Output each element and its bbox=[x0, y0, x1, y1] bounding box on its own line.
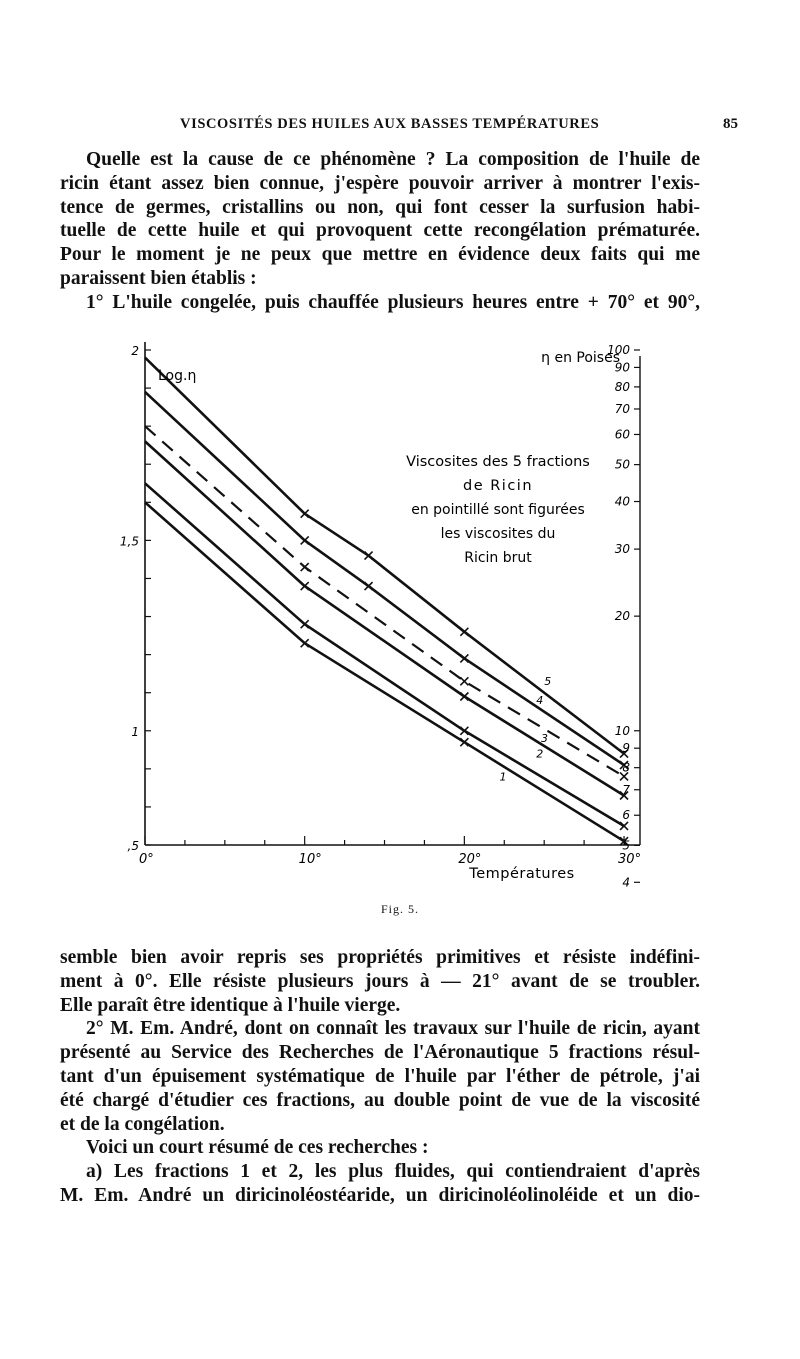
text-line: paraissent bien établis : bbox=[60, 267, 257, 289]
y-tick-label-right: 4 bbox=[622, 875, 630, 890]
y-tick-label-right: 60 bbox=[614, 427, 630, 442]
paragraph-before-figure bbox=[60, 148, 700, 315]
y-axis-left-label: Log.η bbox=[158, 368, 197, 384]
y-tick-label-right: 5 bbox=[622, 838, 630, 853]
y-tick-label-right: 6 bbox=[622, 808, 630, 823]
figure-caption: Fig. 5. bbox=[380, 902, 419, 916]
y-tick-label-right: 80 bbox=[614, 379, 630, 394]
series-line-fraction-4 bbox=[145, 392, 624, 765]
x-tick-label: 0° bbox=[139, 852, 154, 867]
series-label: 2 bbox=[536, 747, 544, 761]
text-line: Pour le moment je ne peux que mettre en évidence deux faits qui me bbox=[60, 244, 700, 266]
running-header bbox=[60, 112, 738, 138]
series-line-fraction-1 bbox=[145, 502, 624, 841]
annotation-line: Viscosites des 5 fractions bbox=[406, 454, 590, 470]
data-point-marker bbox=[460, 677, 468, 685]
data-point-marker bbox=[460, 693, 468, 701]
text-line: Voici un court résumé de ces recherches : bbox=[86, 1137, 429, 1159]
x-tick-label: 30° bbox=[618, 852, 642, 867]
data-point-marker bbox=[460, 654, 468, 662]
y-tick-label-left: 1 bbox=[131, 724, 139, 739]
viscosity-chart bbox=[110, 340, 650, 890]
series-label: 1 bbox=[499, 770, 507, 784]
data-point-marker bbox=[365, 552, 373, 560]
y-tick-label-right: 9 bbox=[622, 741, 630, 756]
text-line: ment à 0°. Elle résiste plusieurs jours à — 21° avant de se troubler. bbox=[60, 970, 700, 992]
y-tick-label-right: 7 bbox=[622, 782, 630, 797]
x-tick-label: 20° bbox=[458, 852, 482, 867]
text-line: M. Em. André un diricinoléostéaride, un diricinoléolinoléide et un dio- bbox=[60, 1184, 700, 1206]
annotation-line: de Ricin bbox=[462, 478, 534, 494]
y-tick-label-right: 70 bbox=[614, 401, 630, 416]
y-tick-label-right: 100 bbox=[607, 343, 630, 357]
running-title: VISCOSITÉS DES HUILES AUX BASSES TEMPÉRATURES bbox=[180, 116, 600, 132]
text-line: a) Les fractions 1 et 2, les plus fluides, qui contiendraient d'après bbox=[86, 1161, 700, 1183]
data-point-marker bbox=[620, 822, 628, 830]
y-tick-label-right: 10 bbox=[614, 723, 630, 738]
data-point-marker bbox=[301, 582, 309, 590]
text-line: 2° M. Em. André, dont on connaît les travaux sur l'huile de ricin, ayant bbox=[86, 1018, 700, 1040]
text-line: Quelle est la cause de ce phénomène ? La composition de l'huile de bbox=[86, 149, 700, 170]
page-number: 85 bbox=[723, 116, 738, 132]
y-tick-label-left: 2 bbox=[131, 344, 139, 358]
text-line: Elle paraît être identique à l'huile vierge. bbox=[60, 994, 401, 1016]
y-axis-right-label: η en Poises bbox=[541, 350, 620, 366]
y-tick-label-left: 1,5 bbox=[119, 534, 139, 549]
x-axis-label: Températures bbox=[469, 866, 575, 882]
series-label: 5 bbox=[544, 675, 552, 689]
figure-5 bbox=[110, 340, 650, 890]
y-tick-label-right: 90 bbox=[614, 360, 630, 375]
series-line-fraction-3 bbox=[145, 441, 624, 795]
annotation-line: Ricin brut bbox=[464, 550, 532, 566]
annotation-line: en pointillé sont figurées bbox=[411, 502, 585, 518]
data-point-marker bbox=[301, 510, 309, 518]
text-line: semble bien avoir repris ses propriétés primitives et résiste indéfini- bbox=[60, 947, 700, 968]
y-tick-label-right: 50 bbox=[614, 457, 630, 472]
text-line: été chargé d'étudier ces fractions, au double point de vue de la viscosité bbox=[60, 1089, 700, 1111]
y-tick-label-right: 40 bbox=[614, 494, 630, 509]
paragraph-after-figure bbox=[60, 946, 700, 1208]
data-point-marker bbox=[301, 639, 309, 647]
y-tick-label-right: 8 bbox=[622, 760, 630, 775]
annotation-line: les viscosites du bbox=[440, 526, 556, 542]
series-label: 3 bbox=[541, 732, 548, 746]
y-tick-label-left: ,5 bbox=[127, 839, 139, 853]
series-label: 4 bbox=[536, 694, 544, 708]
series-line-raw-castor bbox=[145, 426, 624, 776]
text-line: présenté au Service des Recherches de l'Aéronautique 5 fractions résul- bbox=[60, 1042, 700, 1064]
series-line-fraction-5 bbox=[145, 358, 624, 754]
text-line: et de la congélation. bbox=[60, 1113, 225, 1135]
y-tick-label-right: 30 bbox=[614, 542, 630, 557]
data-point-marker bbox=[365, 582, 373, 590]
data-point-marker bbox=[301, 563, 309, 571]
y-tick-label-right: 20 bbox=[614, 609, 630, 624]
data-point-marker bbox=[460, 738, 468, 746]
text-line: tuelle de cette huile et qui provoquent cette recongélation prématurée. bbox=[60, 220, 700, 242]
text-line: tant d'un épuisement systématique de l'huile par l'éther de pétrole, j'ai bbox=[60, 1065, 700, 1087]
data-point-marker bbox=[301, 620, 309, 628]
text-line: tence de germes, cristallins ou non, qui font cesser la surfusion habi- bbox=[60, 196, 700, 218]
text-line: 1° L'huile congelée, puis chauffée plusieurs heures entre + 70° et 90°, bbox=[86, 291, 700, 313]
x-tick-label: 10° bbox=[298, 852, 322, 867]
data-point-marker bbox=[301, 536, 309, 544]
text-line: ricin étant assez bien connue, j'espère pouvoir arriver à montrer l'exis- bbox=[60, 172, 700, 194]
data-point-marker bbox=[460, 628, 468, 636]
data-point-marker bbox=[460, 727, 468, 735]
